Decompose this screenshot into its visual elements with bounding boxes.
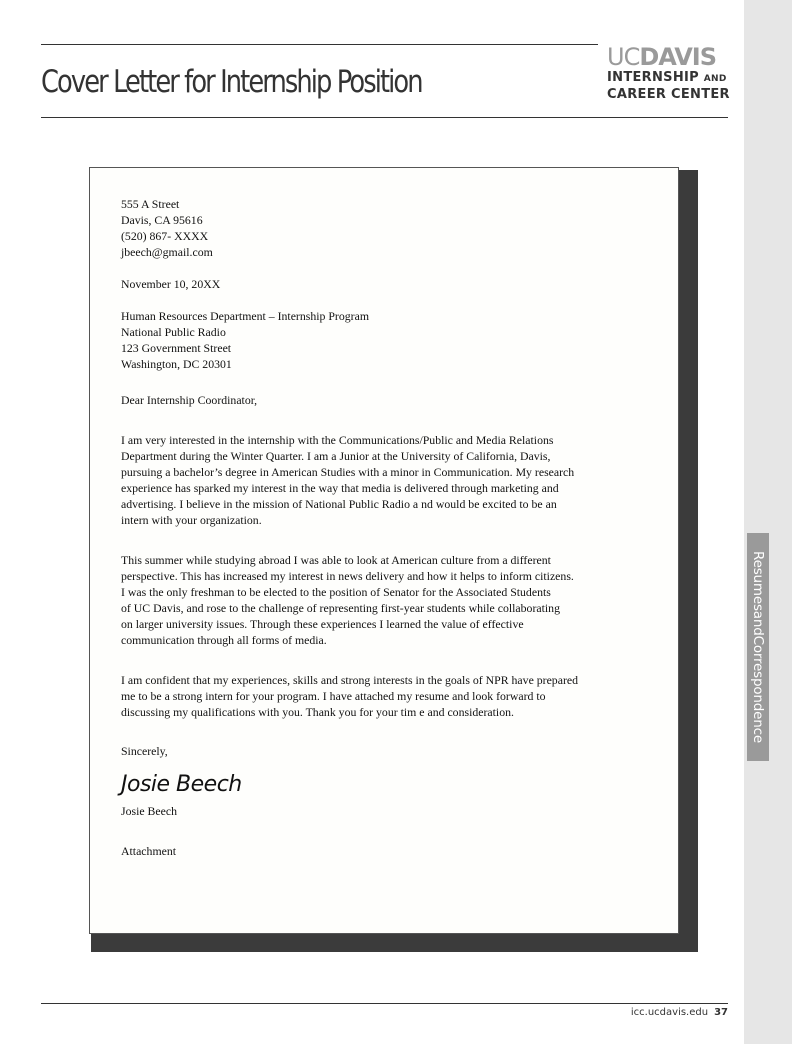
header-bottom-rule [41, 117, 728, 118]
paragraph-line: experience has sparked my interest in the way that media is delivered through marketing and [121, 481, 559, 495]
right-sidebar [744, 0, 792, 1044]
paragraph-line: of UC Davis, and rose to the challenge of representing first-year students while collaborating [121, 601, 560, 615]
paragraph-line: I am very interested in the internship with the Communications/Public and Media Relations [121, 433, 554, 447]
letter-date: November 10, 20XX [121, 277, 221, 291]
sender-phone: (520) 867- XXXX [121, 229, 209, 243]
enclosure: Attachment [121, 844, 177, 858]
logo-line-1: INTERNSHIP AND [607, 70, 727, 85]
paragraph-line: This summer while studying abroad I was able to look at American culture from a different [121, 553, 551, 567]
recipient-street: 123 Government Street [121, 341, 232, 355]
paragraph-line: on larger university issues. Through these experiences I learned the value of effective [121, 617, 524, 631]
section-tab-label: ResumesandCorrespondence [750, 551, 766, 743]
typed-name: Josie Beech [121, 804, 178, 818]
body-paragraph-3 [121, 672, 641, 720]
salutation: Dear Internship Coordinator, [121, 393, 258, 407]
paragraph-line: perspective. This has increased my interest in news delivery and how it helps to inform citizens. [121, 569, 574, 583]
page-title: Cover Letter for Internship Position [41, 64, 422, 100]
paragraph-line: Department during the Winter Quarter. I am a Junior at the University of California, Davis, [121, 449, 551, 463]
page-number: 37 [714, 1007, 728, 1018]
paragraph-line: I was the only freshman to be elected to the position of Senator for the Associated Students [121, 585, 551, 599]
recipient-org: National Public Radio [121, 325, 226, 339]
body-paragraph-2 [121, 552, 641, 648]
sender-email: jbeech@gmail.com [121, 245, 213, 259]
body-paragraph-1 [121, 432, 641, 528]
recipient-dept: Human Resources Department – Internship Program [121, 309, 369, 323]
recipient-city: Washington, DC 20301 [121, 357, 232, 371]
paragraph-line: pursuing a bachelor’s degree in American Studies with a minor in Communication. My research [121, 465, 575, 479]
paragraph-line: I am confident that my experiences, skills and strong interests in the goals of NPR have prepared [121, 673, 579, 687]
sender-city: Davis, CA 95616 [121, 213, 203, 227]
sender-street: 555 A Street [121, 197, 180, 211]
sample-letter [89, 167, 679, 934]
logo-wordmark: UCDAVIS [607, 43, 716, 71]
closing: Sincerely, [121, 744, 168, 758]
paragraph-line: intern with your organization. [121, 513, 262, 527]
paragraph-line: advertising. I believe in the mission of National Public Radio a nd would be excited to be an [121, 497, 557, 511]
paragraph-line: discussing my qualifications with you. Thank you for your tim e and consideration. [121, 705, 514, 719]
paragraph-line: communication through all forms of media. [121, 633, 327, 647]
footer [631, 1007, 728, 1018]
paragraph-line: me to be a strong intern for your program. I have attached my resume and look forward to [121, 689, 546, 703]
footer-url: icc.ucdavis.edu [630, 1007, 709, 1018]
handwritten-signature: Josie Beech [121, 772, 242, 797]
ucdavis-icc-logo [607, 44, 729, 102]
logo-line-2: CAREER CENTER [607, 87, 730, 102]
footer-rule [41, 1003, 728, 1004]
header-top-rule [41, 44, 598, 45]
